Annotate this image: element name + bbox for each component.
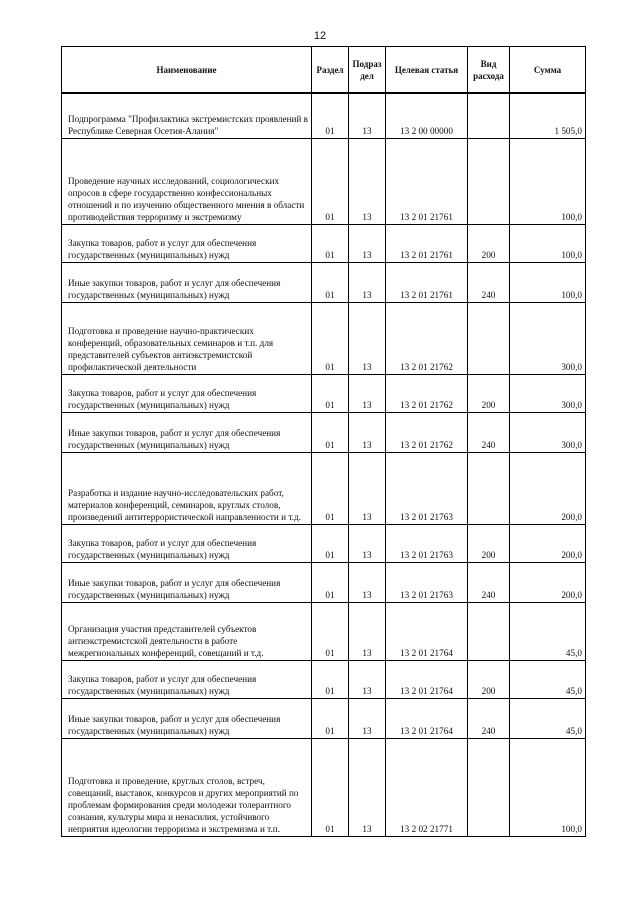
row-amount: 200,0 <box>510 524 586 562</box>
row-article: 13 2 01 21764 <box>386 698 468 738</box>
row-name: Закупка товаров, работ и услуг для обеспечения государственных (муниципальных) нужд <box>62 524 312 562</box>
row-subsection: 13 <box>349 524 386 562</box>
row-name: Организация участия представителей субъектов антиэкстремистской деятельности в работе межрегиональных конференций, совещаний и т.д. <box>62 602 312 660</box>
row-article: 13 2 01 21763 <box>386 524 468 562</box>
row-section: 01 <box>312 660 349 698</box>
table-row <box>62 138 586 224</box>
row-section: 01 <box>312 374 349 412</box>
row-article: 13 2 01 21764 <box>386 602 468 660</box>
row-article: 13 2 01 21764 <box>386 660 468 698</box>
row-section: 01 <box>312 602 349 660</box>
table-row <box>62 602 586 660</box>
row-name: Подпрограмма "Профилактика экстремистских проявлений в Республике Северная Осетия-Алания" <box>62 93 312 138</box>
row-subsection: 13 <box>349 562 386 602</box>
row-expense-type: 200 <box>468 660 510 698</box>
row-amount: 300,0 <box>510 374 586 412</box>
row-name: Подготовка и проведение, круглых столов, встреч, совещаний, выставок, конкурсов и других мероприятий по проблемам формирования среди молодежи толерантного сознания, культуры мира и ненасилия, устойчивого неприятия идеологии терроризма и экстремизма и т.п. <box>62 738 312 836</box>
budget-table <box>61 46 586 837</box>
row-article: 13 2 01 21761 <box>386 224 468 262</box>
row-article: 13 2 01 21763 <box>386 452 468 524</box>
table-row <box>62 452 586 524</box>
row-subsection: 13 <box>349 374 386 412</box>
table-row <box>62 374 586 412</box>
row-article: 13 2 02 21771 <box>386 738 468 836</box>
row-subsection: 13 <box>349 698 386 738</box>
row-name: Закупка товаров, работ и услуг для обеспечения государственных (муниципальных) нужд <box>62 374 312 412</box>
row-article: 13 2 01 21761 <box>386 138 468 224</box>
row-subsection: 13 <box>349 738 386 836</box>
header-article: Целевая статья <box>386 47 468 94</box>
row-expense-type <box>468 302 510 374</box>
row-amount: 45,0 <box>510 660 586 698</box>
row-name: Разработка и издание научно-исследовательских работ, материалов конференций, семинаров, круглых столов, произведений антитеррористической направленности и т.д. <box>62 452 312 524</box>
table-row <box>62 660 586 698</box>
row-amount: 100,0 <box>510 224 586 262</box>
table-row <box>62 262 586 302</box>
row-name: Иные закупки товаров, работ и услуг для обеспечения государственных (муниципальных) нужд <box>62 412 312 452</box>
table-row <box>62 698 586 738</box>
table-header-row <box>62 47 586 94</box>
row-section: 01 <box>312 452 349 524</box>
row-expense-type: 200 <box>468 524 510 562</box>
row-expense-type: 200 <box>468 224 510 262</box>
row-expense-type: 240 <box>468 562 510 602</box>
row-section: 01 <box>312 412 349 452</box>
row-name: Закупка товаров, работ и услуг для обеспечения государственных (муниципальных) нужд <box>62 224 312 262</box>
row-article: 13 2 01 21762 <box>386 302 468 374</box>
row-subsection: 13 <box>349 224 386 262</box>
row-subsection: 13 <box>349 262 386 302</box>
row-subsection: 13 <box>349 602 386 660</box>
page-number: 12 <box>313 30 327 42</box>
row-name: Иные закупки товаров, работ и услуг для обеспечения государственных (муниципальных) нужд <box>62 262 312 302</box>
row-subsection: 13 <box>349 93 386 138</box>
row-subsection: 13 <box>349 660 386 698</box>
row-expense-type <box>468 452 510 524</box>
row-name: Проведение научных исследований, социологических опросов в сфере государственно конфессиональных отношений и по изучению общественного мнения в области противодействия терроризму и экстремизму <box>62 138 312 224</box>
row-article: 13 2 01 21761 <box>386 262 468 302</box>
row-subsection: 13 <box>349 412 386 452</box>
row-name: Закупка товаров, работ и услуг для обеспечения государственных (муниципальных) нужд <box>62 660 312 698</box>
row-section: 01 <box>312 562 349 602</box>
row-amount: 45,0 <box>510 698 586 738</box>
header-amount: Сумма <box>510 47 586 94</box>
header-subsection: Подраз дел <box>349 47 386 94</box>
row-amount: 45,0 <box>510 602 586 660</box>
row-section: 01 <box>312 738 349 836</box>
row-expense-type: 240 <box>468 412 510 452</box>
row-section: 01 <box>312 138 349 224</box>
row-expense-type <box>468 93 510 138</box>
table-row <box>62 93 586 138</box>
row-expense-type <box>468 738 510 836</box>
row-section: 01 <box>312 93 349 138</box>
row-article: 13 2 00 00000 <box>386 93 468 138</box>
row-section: 01 <box>312 698 349 738</box>
row-article: 13 2 01 21762 <box>386 374 468 412</box>
row-section: 01 <box>312 524 349 562</box>
row-amount: 100,0 <box>510 138 586 224</box>
row-section: 01 <box>312 224 349 262</box>
table-row <box>62 302 586 374</box>
row-amount: 300,0 <box>510 412 586 452</box>
header-section: Раздел <box>312 47 349 94</box>
table-row <box>62 562 586 602</box>
row-name: Подготовка и проведение научно-практических конференций, образовательных семинаров и т.п. для представителей субъектов антиэкстремистской профилактической деятельности <box>62 302 312 374</box>
row-amount: 1 505,0 <box>510 93 586 138</box>
header-name: Наименование <box>62 47 312 94</box>
table-row <box>62 738 586 836</box>
row-expense-type: 240 <box>468 262 510 302</box>
table-row <box>62 412 586 452</box>
row-amount: 100,0 <box>510 262 586 302</box>
table-row <box>62 524 586 562</box>
row-subsection: 13 <box>349 452 386 524</box>
row-expense-type: 200 <box>468 374 510 412</box>
row-amount: 200,0 <box>510 452 586 524</box>
row-article: 13 2 01 21763 <box>386 562 468 602</box>
row-section: 01 <box>312 262 349 302</box>
row-expense-type: 240 <box>468 698 510 738</box>
table-row <box>62 224 586 262</box>
row-section: 01 <box>312 302 349 374</box>
row-name: Иные закупки товаров, работ и услуг для обеспечения государственных (муниципальных) нужд <box>62 698 312 738</box>
row-expense-type <box>468 602 510 660</box>
row-name: Иные закупки товаров, работ и услуг для обеспечения государственных (муниципальных) нужд <box>62 562 312 602</box>
row-article: 13 2 01 21762 <box>386 412 468 452</box>
row-expense-type <box>468 138 510 224</box>
row-subsection: 13 <box>349 138 386 224</box>
row-subsection: 13 <box>349 302 386 374</box>
header-expense-type: Вид расхода <box>468 47 510 94</box>
row-amount: 100,0 <box>510 738 586 836</box>
row-amount: 200,0 <box>510 562 586 602</box>
row-amount: 300,0 <box>510 302 586 374</box>
